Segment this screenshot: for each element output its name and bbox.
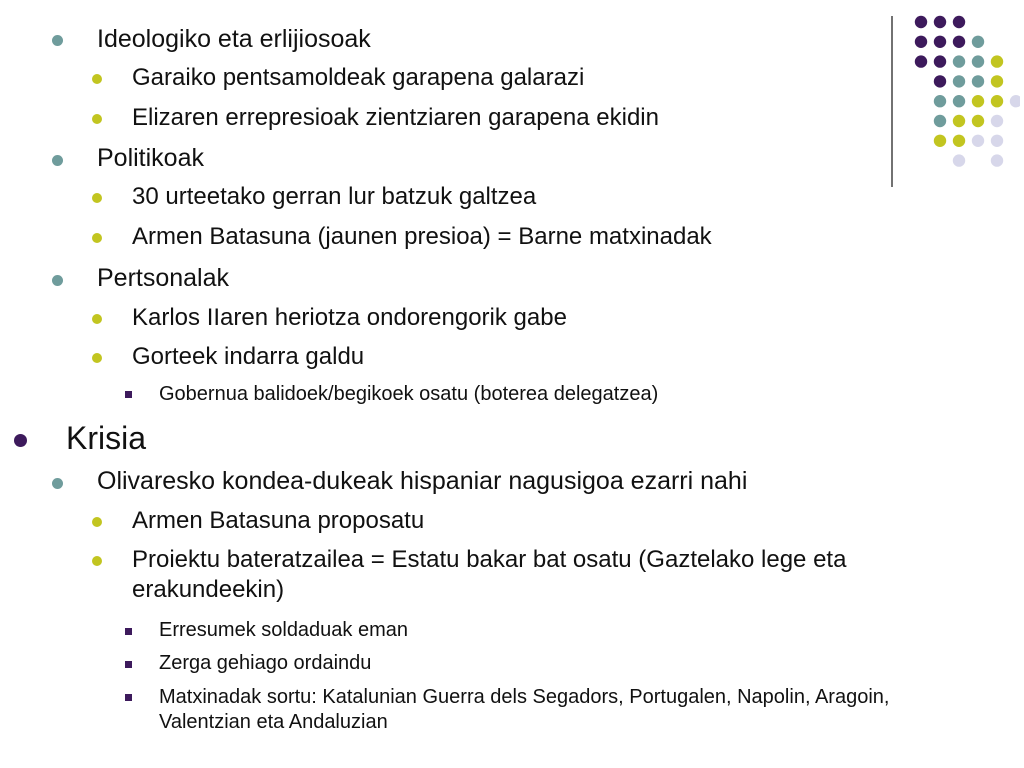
bullet-text-l2: Garaiko pentsamoldeak garapena galarazi (132, 64, 585, 91)
bullet-text-l1: Olivaresko kondea-dukeak hispaniar nagusigoa ezarri nahi (97, 467, 748, 495)
decorative-dot (934, 75, 946, 87)
decorative-dot (934, 36, 946, 48)
decorative-dot (972, 115, 984, 127)
decorative-dot (972, 75, 984, 87)
bullet-circle-lime (92, 517, 102, 527)
decorative-dot (972, 36, 984, 48)
bullet-square-purple (125, 661, 132, 668)
bullet-text-l1: Ideologiko eta erlijiosoak (97, 25, 371, 53)
bullet-circle-lime (92, 74, 102, 84)
bullet-text-l1: Politikoak (97, 144, 204, 172)
bullet-circle-lime (92, 314, 102, 324)
bullet-square-purple (125, 628, 132, 635)
decorative-dot (953, 115, 965, 127)
bullet-circle-lime (92, 193, 102, 203)
decorative-dot (915, 36, 927, 48)
bullet-text-l2: Gorteek indarra galdu (132, 343, 365, 370)
bullet-circle-purple (14, 434, 27, 447)
bullet-text-l2: 30 urteetako gerran lur batzuk galtzea (132, 183, 537, 210)
bullet-circle-teal (52, 275, 63, 286)
bullet-square-purple (125, 694, 132, 701)
heading-krisia: Krisia (66, 420, 147, 456)
bullet-circle-teal (52, 35, 63, 46)
bullet-circle-teal (52, 155, 63, 166)
decorative-dot (934, 115, 946, 127)
decorative-dot (991, 75, 1003, 87)
decorative-dot (991, 95, 1003, 107)
decorative-dot (934, 16, 946, 28)
bullet-text-l2: Karlos IIaren heriotza ondorengorik gabe (132, 304, 567, 331)
decorative-dot (972, 135, 984, 147)
decorative-dot (953, 95, 965, 107)
decorative-dot (953, 75, 965, 87)
decorative-dot (991, 115, 1003, 127)
decorative-dot-grid (880, 10, 1020, 190)
bullet-circle-lime (92, 114, 102, 124)
bullet-text-l3: Gobernua balidoek/begikoek osatu (boterea delegatzea) (159, 383, 659, 405)
bullet-circle-teal (52, 478, 63, 489)
bullet-text-l3: Erresumek soldaduak eman (159, 619, 409, 641)
bullet-text-l2: Elizaren errepresioak zientziaren garapena ekidin (132, 104, 659, 131)
decorative-dot (972, 55, 984, 67)
bullet-text-l1: Pertsonalak (97, 264, 230, 292)
decorative-dot (915, 55, 927, 67)
decorative-dot (972, 95, 984, 107)
decorative-dot (915, 16, 927, 28)
bullet-circle-lime (92, 233, 102, 243)
decorative-dot (953, 55, 965, 67)
decorative-dot (934, 55, 946, 67)
bullet-circle-lime (92, 353, 102, 363)
decorative-dot (953, 135, 965, 147)
bullet-text-l3: Zerga gehiago ordaindu (159, 652, 372, 674)
bullet-circle-lime (92, 556, 102, 566)
decorative-dot (953, 36, 965, 48)
bullet-text-l2: Armen Batasuna (jaunen presioa) = Barne matxinadak (132, 223, 712, 250)
decorative-dot (953, 16, 965, 28)
bullet-square-purple (125, 391, 132, 398)
decorative-dot (991, 135, 1003, 147)
decorative-dot (991, 55, 1003, 67)
decorative-dot (934, 135, 946, 147)
bullet-text-l2: Proiektu bateratzailea = Estatu bakar bat osatu (Gaztelako lege eta erakundeekin) (132, 546, 847, 603)
bullet-text-l2: Armen Batasuna proposatu (132, 507, 425, 534)
decorative-dot (934, 95, 946, 107)
decorative-dot (991, 154, 1003, 166)
decorative-dot (953, 154, 965, 166)
bullet-text-l3: Matxinadak sortu: Katalunian Guerra dels Segadors, Portugalen, Napolin, Aragoin, Valentzian eta Andaluzian (159, 686, 890, 733)
decorative-dot (1010, 95, 1020, 107)
